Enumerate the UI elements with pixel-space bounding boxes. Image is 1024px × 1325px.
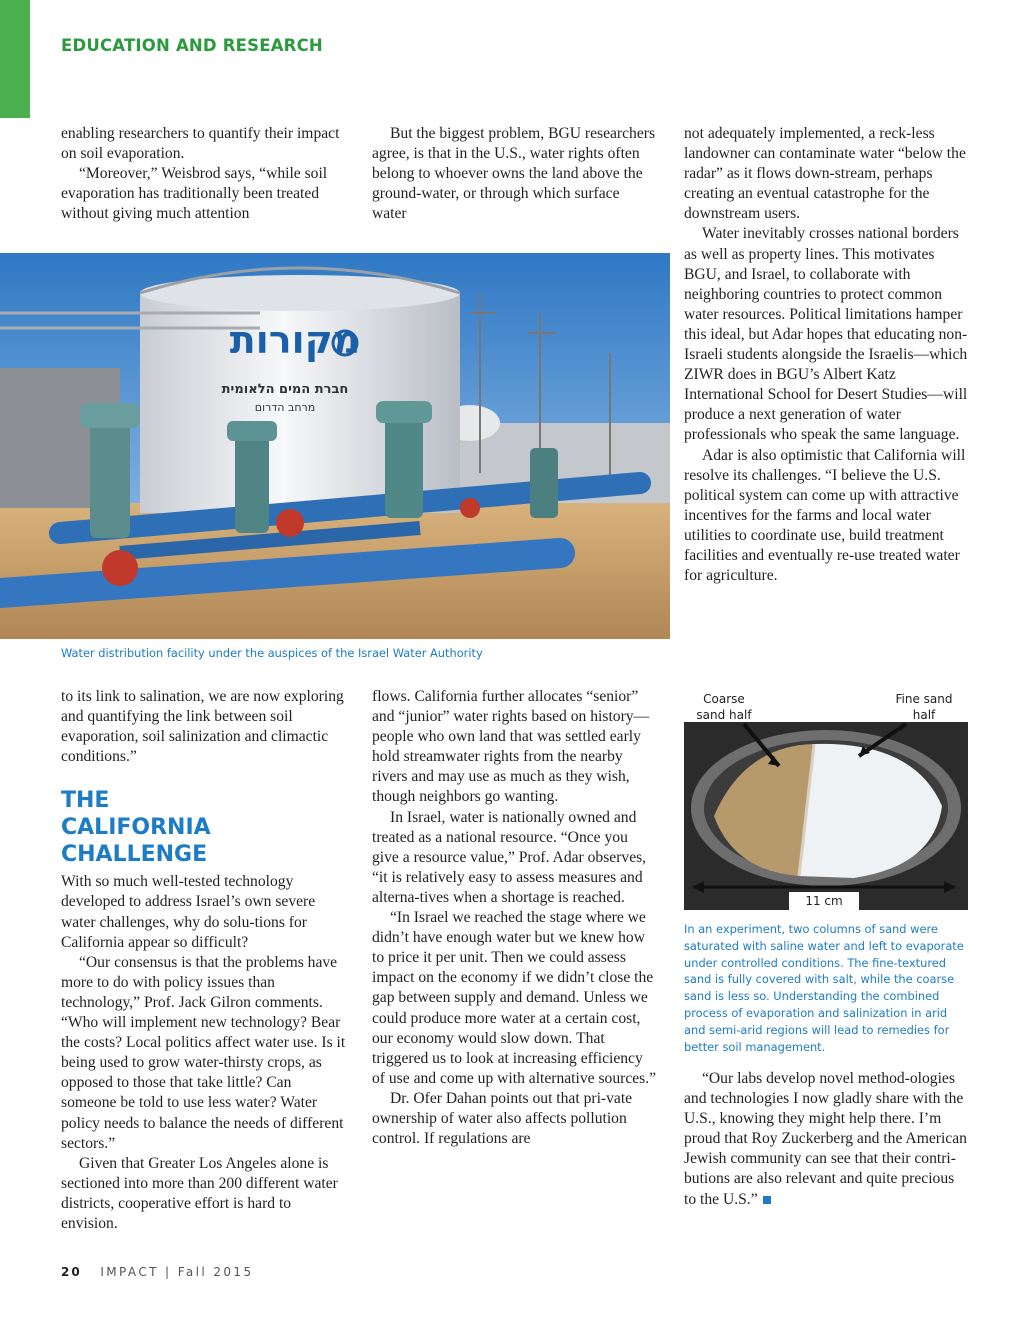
publication-name: IMPACT | Fall 2015 xyxy=(100,1265,254,1279)
paragraph xyxy=(684,1069,969,1210)
label-coarse-sand: Coarse sand half xyxy=(696,692,752,722)
closing-quote: “Our labs develop novel method-ologies and technologies I now gladly share with the U.S., knowing they might help there. I’m proud that Roy Zuckerberg and the American Jewish community can see that their contri-butions are also relevant and quite precious to the U.S.” xyxy=(684,1070,967,1208)
column-bottom-right xyxy=(684,1069,969,1210)
end-mark-icon xyxy=(763,1196,771,1204)
paragraph: Adar is also optimistic that California will resolve its challenges. “I believe the U.S. political system can come up with attractive incentives for the farms and local water utilities to coordinate use, build treatment facilities and eventually re-use treated water for agriculture. xyxy=(684,446,966,585)
column-top-left xyxy=(61,124,346,224)
tank-line-2: מרחב הדרום xyxy=(254,401,316,414)
paragraph: “Moreover,” Weisbrod says, “while soil evaporation has traditionally been treated without giving much attention xyxy=(61,165,328,223)
paragraph: Dr. Ofer Dahan points out that pri-vate ownership of water also affects pollution control. If regulations are xyxy=(372,1089,633,1148)
paragraph: “In Israel we reached the stage where we didn’t have enough water but we knew how to price it per unit. Then we could assess impact on the economy if we didn’t close the gap between supply and demand. Unless we could produce more water at a certain cost, our economy would slow down. That triggered us to look at increasing efficiency of use and come up with alternative sources.” xyxy=(372,909,657,1087)
page-footer xyxy=(61,1265,253,1279)
water-facility-photo xyxy=(0,253,670,639)
section-color-tab xyxy=(0,0,30,118)
paragraph: But the biggest problem, BGU researchers agree, is that in the U.S., water rights often belong to whoever owns the land above the ground-water, or through which surface water xyxy=(372,125,656,223)
column-bottom-middle xyxy=(372,687,657,1149)
paragraph: Water inevitably crosses national borders as well as property lines. This motivates BGU, and Israel, to collaborate with neighboring countries to protect common water resources. Political limitations hamper this ideal, but Adar hopes that educating non-Israeli students alongside the Israelis—which ZIWR does in BGU’s Albert Katz International School for Desert Studies—will produce a next generation of water professionals who speak the same language. xyxy=(684,225,968,444)
section-header: EDUCATION AND RESEARCH xyxy=(61,36,323,55)
tank-logo-text: מקורות xyxy=(229,318,361,362)
section-heading: THE CALIFORNIA CHALLENGE xyxy=(61,788,211,868)
label-fine-sand: Fine sand half xyxy=(895,692,953,722)
paragraph: not adequately implemented, a reck-less landowner can contaminate water “below the radar” as it flows down-stream, perhaps creating an eventual catastrophe for the downstream users. xyxy=(684,125,966,223)
paragraph: enabling researchers to quantify their impact on soil evaporation. xyxy=(61,125,340,163)
column-top-middle xyxy=(372,124,657,224)
column-right-top xyxy=(684,124,969,586)
paragraph: With so much well-tested technology developed to address Israel’s own severe water challenges, why do solu-tions for California appear so difficult? xyxy=(61,873,316,951)
paragraph: to its link to salination, we are now exploring and quantifying the link between soil evaporation, soil salinization and climactic conditions.” xyxy=(61,688,344,766)
scale-label: 11 cm xyxy=(805,894,843,908)
sand-photo-caption: In an experiment, two columns of sand were saturated with saline water and left to evaporate under controlled conditions. The fine-textured sand is fully covered with salt, while the coarse sand is less so. Understanding the combined process of evaporation and salinization in arid and semi-arid regions will lead to remedies for better soil management. xyxy=(684,922,964,1054)
photo-caption: Water distribution facility under the auspices of the Israel Water Authority xyxy=(61,646,483,660)
page-number: 20 xyxy=(61,1265,82,1279)
sand-experiment-photo xyxy=(684,686,968,910)
column-bottom-left xyxy=(61,687,346,1234)
paragraph: “Our consensus is that the problems have more to do with policy issues than technology,” Prof. Jack Gilron comments. “Who will implement new technology? Bear the costs? Local politics affect water use. Is it being used to grow water-thirsty crops, as opposed to those that take little? Can someone be told to use less water? Water policy needs to balance the needs of different sectors.” xyxy=(61,953,346,1152)
tank-line-1: חברת המים הלאומית xyxy=(221,382,349,397)
paragraph: flows. California further allocates “senior” and “junior” water rights based on history—people who own land that was settled early hold streamwater rights from the nearby rivers and may use as much as they wish, though neighbors go wanting. xyxy=(372,688,650,806)
paragraph: In Israel, water is nationally owned and treated as a national resource. “Once you give a resource value,” Prof. Adar observes, “it is relatively easy to assess measures and alterna-tives when a shortage is reached. xyxy=(372,808,647,906)
paragraph: Given that Greater Los Angeles alone is sectioned into more than 200 different water districts, cooperative effort is hard to envision. xyxy=(61,1154,338,1232)
